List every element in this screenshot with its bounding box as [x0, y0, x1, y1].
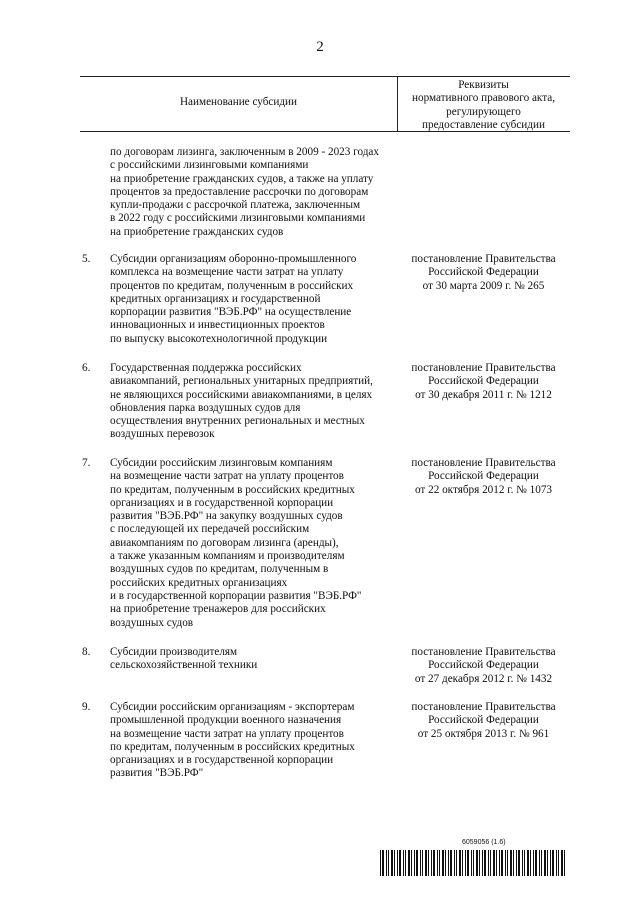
- legal-act-requisites: постановление Правительства Российской Федерации от 27 декабря 2012 г. № 1432: [411, 646, 556, 685]
- row-number: 7.: [82, 457, 91, 469]
- column-header-name: Наименование субсидии: [179, 96, 298, 108]
- page-number: 2: [316, 39, 324, 55]
- subsidy-name: Субсидии производителям сельскохозяйственной техники: [110, 646, 258, 672]
- subsidy-name: по договорам лизинга, заключенным в 2009 - 2023 годах с российскими лизинговыми компаниями на приобретение гражданских судов, а также на уплату процентов за предоставление рассрочки по договорам купли-продажи с рассрочкой платежа, заключенным в 2022 году с российскими лизинговыми компаниями на приобретение гражданских судов: [110, 146, 379, 238]
- column-header-requisites: Реквизиты нормативного правового акта, регулирующего предоставление субсидии: [411, 79, 555, 131]
- row-number: 5.: [82, 253, 91, 265]
- subsidy-name: Государственная поддержка российских авиакомпаний, региональных унитарных предприятий, не являющихся российскими авиакомпаниями, в целях обновления парка воздушных судов для осуществления внутренних региональных и местных воздушных перевозок: [110, 362, 373, 441]
- barcode-icon: [380, 850, 568, 876]
- legal-act-requisites: постановление Правительства Российской Федерации от 25 октября 2013 г. № 961: [411, 701, 556, 740]
- row-number: 9.: [82, 701, 91, 713]
- legal-act-requisites: постановление Правительства Российской Федерации от 30 марта 2009 г. № 265: [411, 253, 556, 292]
- row-number: 8.: [82, 646, 91, 658]
- legal-act-requisites: постановление Правительства Российской Федерации от 30 декабря 2011 г. № 1212: [411, 362, 556, 401]
- header-top-rule: [80, 76, 570, 77]
- legal-act-requisites: постановление Правительства Российской Федерации от 22 октября 2012 г. № 1073: [411, 457, 556, 496]
- row-number: 6.: [82, 362, 91, 374]
- subsidy-name: Субсидии российским лизинговым компаниям на возмещение части затрат на уплату процентов по кредитам, полученным в российских кредитных организациях и в государственной корпорации развития "ВЭБ.РФ" на закупку воздушных судов с последующей их передачей российским авиакомпаниям по договорам лизинга (аренды), а также указанным компаниям и производителям воздушных судов по кредитам, полученным в российских кредитных организациях и в государственной корпорации развития "ВЭБ.РФ" на приобретение тренажеров для российских воздушных судов: [110, 457, 362, 629]
- subsidy-name: Субсидии российским организациям - экспортерам промышленной продукции военного назначения на возмещение части затрат на уплату процентов по кредитам, полученным в российских кредитных организациях и в государственной корпорации развития "ВЭБ.РФ": [110, 701, 355, 780]
- subsidy-name: Субсидии организациям оборонно-промышленного комплекса на возмещение части затрат на уплату процентов по кредитам, полученным в российских кредитных организациях и государственной корпорации развития "ВЭБ.РФ" на осуществление инновационных и инвестиционных проектов по выпуску высокотехнологичной продукции: [110, 253, 357, 345]
- barcode-code: 6059056 (1.6): [462, 839, 506, 846]
